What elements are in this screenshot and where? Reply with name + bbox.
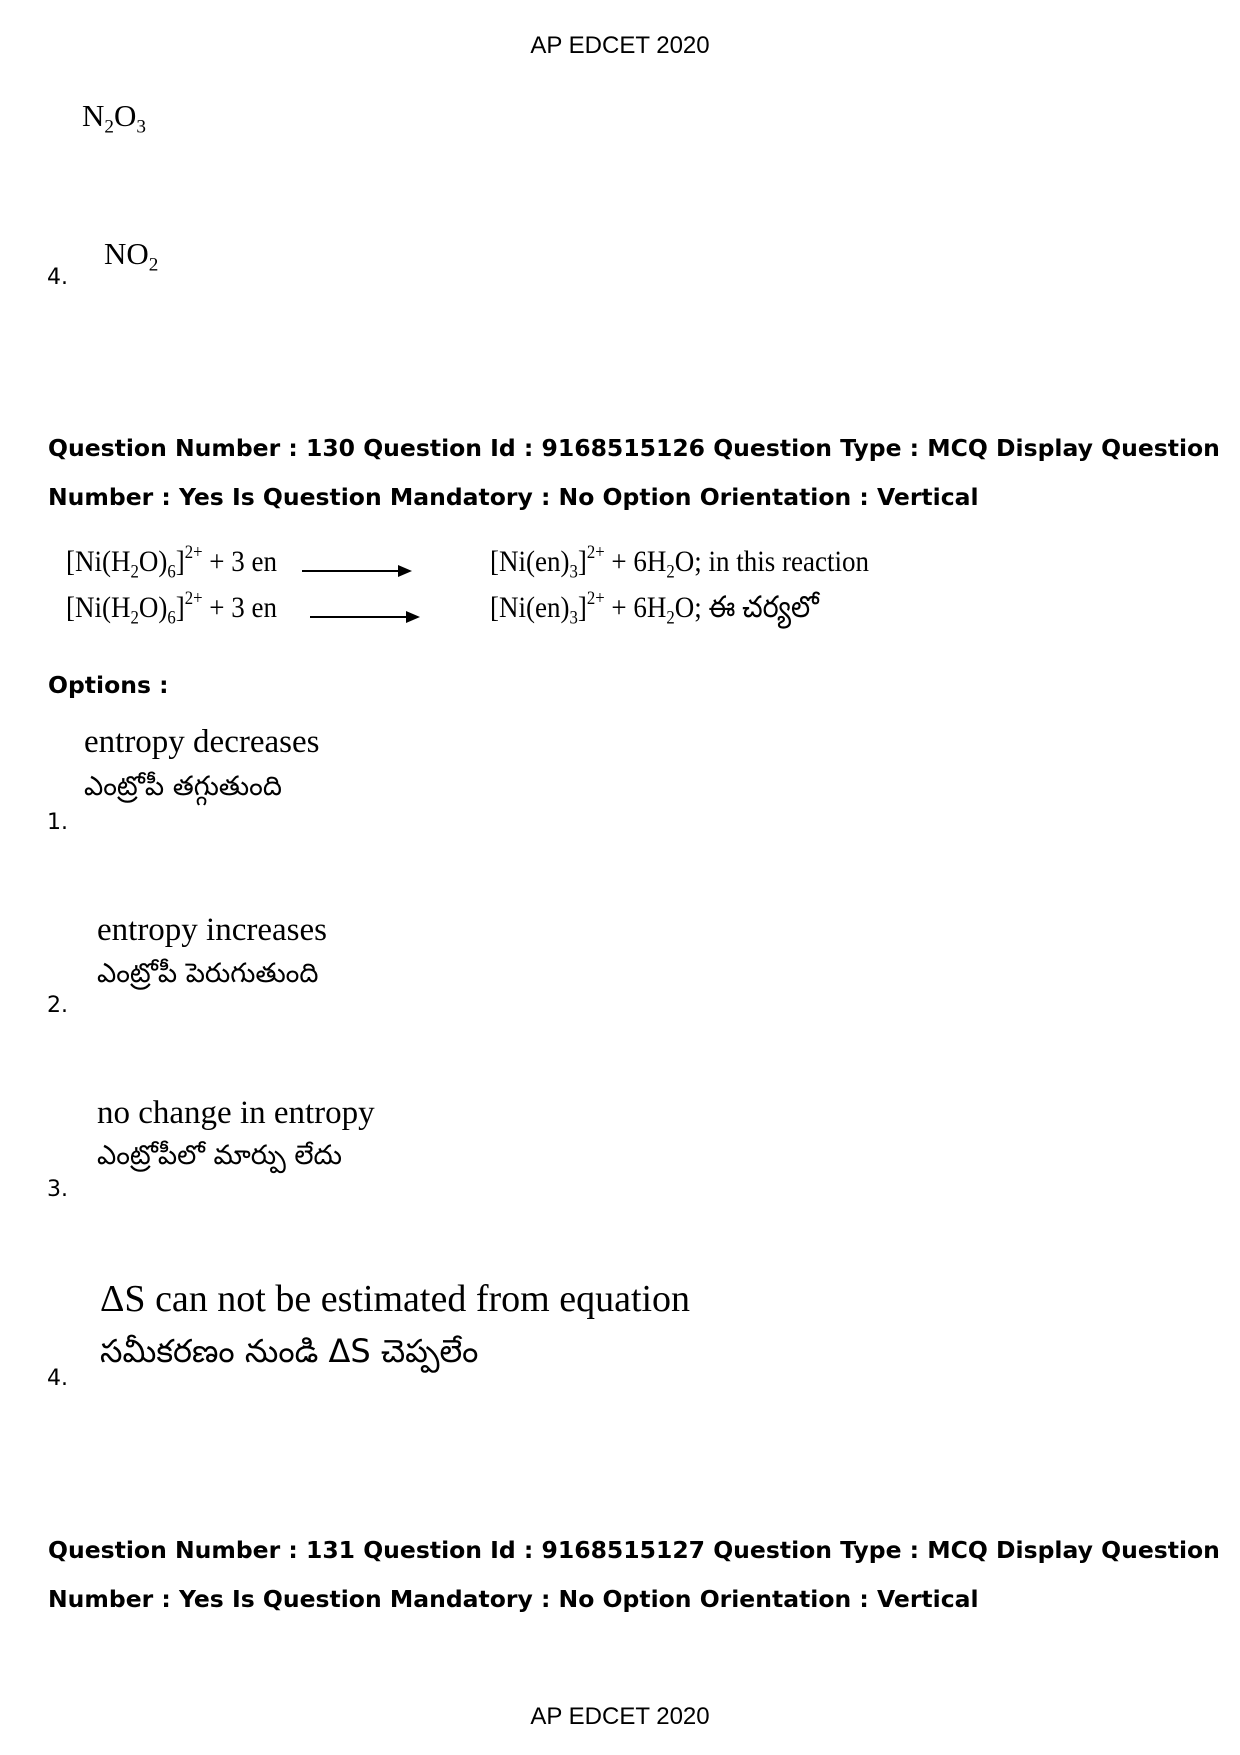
question-131-meta: [48, 1526, 1220, 1624]
question-meta-line: Number : Yes Is Question Mandatory : No Option Orientation : Vertical: [48, 483, 979, 511]
reaction-arrow-icon: [310, 608, 420, 626]
previous-option-4-formula: [104, 236, 159, 276]
previous-option-4-number: 4.: [47, 265, 68, 290]
option-4-english: ΔS can not be estimated from equation: [100, 1278, 691, 1320]
eq-superscript: 2+: [184, 541, 203, 563]
eq-text: O; in this reaction: [674, 545, 869, 578]
formula-part: N: [82, 98, 105, 133]
option-3-telugu: ఎంట్రోపీలో మార్పు లేదు: [97, 1140, 342, 1171]
question-meta-line: Number : Yes Is Question Mandatory : No Option Orientation : Vertical: [48, 1585, 979, 1613]
formula-part: NO: [104, 236, 149, 271]
formula-subscript: 2: [104, 116, 114, 138]
eq-subscript: 3: [569, 607, 578, 629]
option-4-telugu: సమీకరణం నుండి ΔS చెప్పలేం: [100, 1332, 479, 1370]
reaction-arrow-icon: [302, 562, 412, 580]
eq-subscript: 2: [666, 607, 675, 629]
option-2-number: 2.: [47, 993, 68, 1018]
eq-text: + 3 en: [202, 545, 277, 578]
eq-subscript: 2: [666, 561, 675, 583]
eq-text: ]: [577, 545, 587, 578]
eq-text: + 6H: [604, 545, 667, 578]
eq-subscript: 3: [569, 561, 578, 583]
option-2-english: entropy increases: [97, 912, 327, 948]
page-header: AP EDCET 2020: [530, 32, 710, 59]
eq-text: O): [138, 545, 168, 578]
question-meta-line: Question Number : 131 Question Id : 9168515127 Question Type : MCQ Display Question: [48, 1536, 1220, 1564]
eq-text: + 3 en: [202, 591, 277, 624]
option-1-english: entropy decreases: [84, 724, 320, 760]
equation-te-lhs: [66, 587, 277, 629]
eq-subscript: 6: [167, 561, 176, 583]
option-3-english: no change in entropy: [97, 1095, 375, 1131]
eq-text: [Ni(en): [490, 591, 570, 624]
equation-en-rhs: [490, 541, 869, 583]
question-meta-line: Question Number : 130 Question Id : 9168515126 Question Type : MCQ Display Question: [48, 434, 1220, 462]
previous-option-3-formula: [82, 98, 146, 138]
formula-subscript: 2: [148, 254, 159, 276]
option-2-telugu: ఎంట్రోపీ పెరుగుతుంది: [97, 958, 319, 989]
eq-superscript: 2+: [586, 541, 605, 563]
option-4-number: 4.: [47, 1366, 68, 1391]
eq-subscript: 2: [130, 561, 139, 583]
eq-text: ]: [577, 591, 587, 624]
options-label: Options :: [48, 671, 169, 699]
eq-text: O; ఈ చర్యలో: [674, 591, 819, 624]
eq-text: + 6H: [604, 591, 667, 624]
question-130-meta: [48, 424, 1220, 522]
eq-subscript: 6: [167, 607, 176, 629]
formula-subscript: 3: [136, 116, 146, 138]
eq-subscript: 2: [130, 607, 139, 629]
page-footer: AP EDCET 2020: [530, 1703, 710, 1730]
equation-en-lhs: [66, 541, 277, 583]
eq-text: [Ni(H: [66, 545, 131, 578]
option-1-number: 1.: [47, 810, 68, 835]
eq-text: O): [138, 591, 168, 624]
formula-part: O: [114, 98, 137, 133]
eq-text: [Ni(en): [490, 545, 570, 578]
eq-text: [Ni(H: [66, 591, 131, 624]
equation-te-rhs: [490, 587, 819, 629]
option-3-number: 3.: [47, 1177, 68, 1202]
eq-text: ]: [175, 545, 185, 578]
eq-text: ]: [175, 591, 185, 624]
question-130-equation: [62, 543, 942, 633]
eq-superscript: 2+: [184, 587, 203, 609]
eq-superscript: 2+: [586, 587, 605, 609]
option-1-telugu: ఎంట్రోపీ తగ్గుతుంది: [84, 771, 282, 802]
